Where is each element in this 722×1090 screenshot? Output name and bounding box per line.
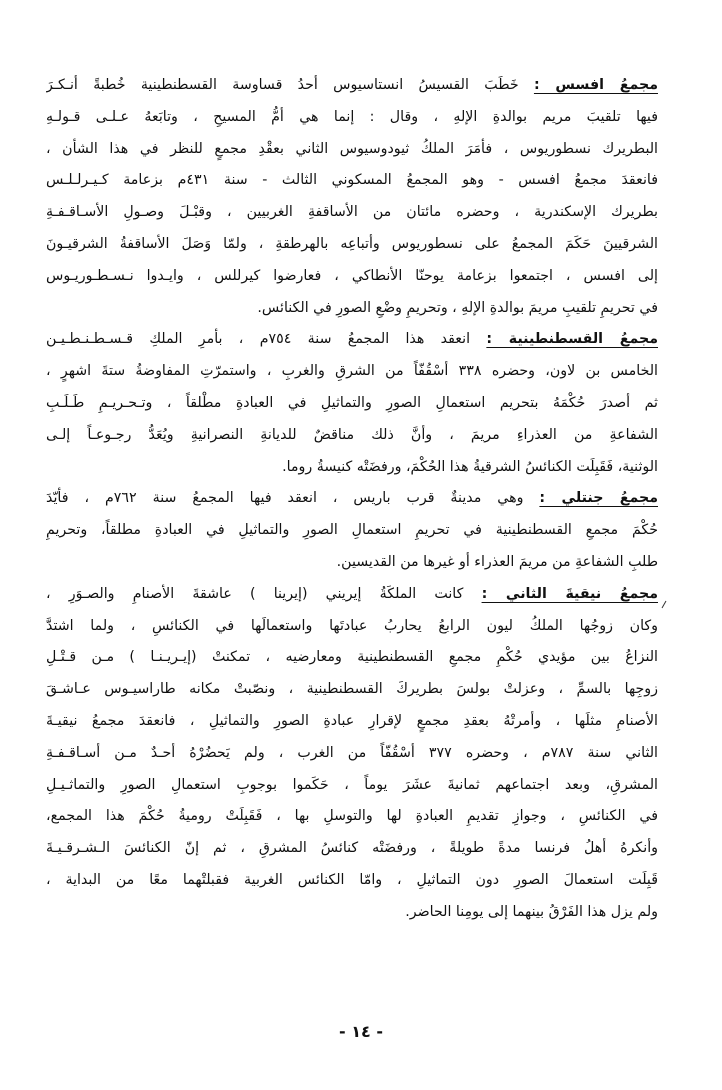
line-text: وهي مدينةٌ قرب باريس ، انعقد فيها المجمعُ سنة ٧٦٢م ، فأيّدَ	[46, 490, 524, 507]
body-text	[46, 70, 658, 929]
line-text: كانت الملكَةُ إيريني (إيرينا ) عاشقةَ الأصنامِ والصـوَرِ ،	[46, 585, 464, 602]
text-line	[46, 70, 658, 102]
text-line: بطريرك الإسكندرية ، وحضره مائتان من الأساقفةِ الغربيين ، وقبْـلَ وصـولِ الأسـاقـفـةِ	[46, 204, 658, 221]
text-line: الشرقيينَ حَكَمَ المجمعُ على نسطوريوس وأتباعِه بالهرطقةِ ، ولمّا وَصَلَ الأساقفةُ الشرقيـونَ	[46, 235, 658, 252]
text-line: الثاني سنة ٧٨٧م ، وحضره ٣٧٧ أسْقُفّاً من الغرب ، ولم يَحضُرْهُ أحـدٌ مـن أسـاقـفـةِ	[46, 744, 658, 761]
text-line: قَبِلَت استعمالَ الصورِ دون التماثيلِ ، وامّا الكنائس الغربية فقبلتْهما معًا من البداية ،	[46, 871, 658, 888]
section-heading-gentilly: مجمعُ جنتلي :	[539, 490, 658, 507]
text-line: طلبِ الشفاعةِ من مريمَ العذراء أو غيرها من القديسين.	[336, 553, 658, 570]
text-line: الخامس بن لاون، وحضره ٣٣٨ أسْقُفّاً من الشرقِ والغربِ ، واستمرّتِ المفاوضةُ ستةَ اشهرٍ ،	[46, 363, 658, 380]
line-text: انعقد هذا المجمعُ سنة ٧٥٤م ، بأمرِ الملكِ قـسـطـنـطـيـن	[46, 331, 471, 348]
section-heading-constantinople: مجمعُ القسطنطينية :	[486, 331, 658, 348]
text-line: ولم يزل هذا الفَرْقُ بينهما إلى يومِنا الحاضر.	[405, 903, 658, 920]
text-line: البطريرك نسطوريوس ، فأمَرَ الملكُ ثيودوسيوس الثاني بعقْدِ مجمعٍ للنظر في هذا الشأن ،	[46, 140, 658, 157]
text-line: وكان زوجُها الملكُ ليون الرابعُ يحاربُ عبادتَها واستعمالَها في الكنائسِ ، ولما اشتدَّ	[46, 617, 658, 634]
text-line: في تحريمِ تلقيبِ مريمَ بوالدةِ الإلهِ ، وتحريمِ وضْعِ الصورِ في الكنائس.	[257, 299, 658, 316]
section-heading-ephesus: مجمعُ افسس :	[533, 77, 658, 93]
text-line: الأصنامِ مثلَها ، وأمرتْهُ بعقدِ مجمعٍ لإقرارِ عبادةِ الصورِ والتماثيلِ ، فانعقدَ مجمعُ نيقيـةَ	[46, 712, 658, 729]
text-line: في الكنائسِ ، وجوازِ تقديمِ العبادةِ لها والتوسلِ بها ، فَقَبِلَتْ روميةُ حُكْمَ هذا المجمع،	[46, 808, 658, 825]
page-number: - ١٤ -	[339, 1022, 383, 1041]
text-line: زوجِها بالسمِّ ، وعزلتْ بولسَ بطريركَ القسطنطينية ، ونصّبتْ مكانه طاراسيـوس عـاشـقَ	[46, 681, 658, 698]
text-line: حُكْمَ مجمعِ القسطنطينية في تحريمِ استعمالِ الصورِ والتماثيلِ في العبادةِ مطلقاً، وتحريمِ	[46, 522, 658, 539]
line-text: خَطَبَ القسيسُ انستاسيوس أحدُ قساوسة القسطنطينية خُطبةً أنـكـرَ	[46, 77, 519, 93]
text-line: إلى افسس ، اجتمعوا بزعامة يوحنّا الأنطاكي ، فعارضوا كيرللس ، وايـدوا نـسـطـوريـوس	[46, 267, 658, 284]
text-line: فيها تلقيبَ مريم بوالدةِ الإلهِ ، وقال : إنما هي أمُّ المسيحِ ، وتابَعهُ عـلـى قـولـهِ	[46, 108, 658, 125]
text-line	[46, 483, 658, 515]
text-line	[46, 324, 658, 356]
text-line: المشرقِ، وبعد اجتماعهم ثمانيةَ عشَرَ يوماً ، حَكَموا بوجوبِ استعمالِ الصورِ والتماثـيـلِ	[46, 776, 658, 793]
text-line: ثم أصدرَ حُكْمَهُ بتحريم استعمالِ الصورِ والتماثيلِ في العبادةِ مطْلقاً ، وتـحـريـمِ طَـلَـبِ	[46, 394, 658, 411]
text-line: الوثنية، فَقَبِلَت الكنائسُ الشرقيةُ هذا الحُكْمَ، ورفضَتْه كنيسةُ روما.	[282, 458, 658, 475]
text-line	[46, 579, 658, 611]
scan-mark	[662, 601, 667, 608]
text-line: النزاعُ بين مؤيدي حُكْمِ مجمعِ القسطنطينية ومعارضيه ، تمكنتْ (إيـريـنـا ) مـن قـتْـلِ	[46, 649, 658, 666]
section-heading-nicaea: مجمعُ نيقيةَ الثاني :	[481, 585, 658, 602]
text-line: وأنكرهُ أهلُ فرنسا مدةً طويلةً ، ورفضَتْه كنائسُ المشرقِ ، ثم إنّ الكنائسَ الـشـرقـيـةَ	[46, 840, 658, 857]
text-line: فانعقدَ مجمعُ افسس - وهو المجمعُ المسكوني الثالث - سنة ٤٣١م بزعامة كـيـرلـلـس	[46, 172, 658, 189]
text-line: الشفاعةِ من العذراءِ مريمَ ، وأنَّ ذلك مناقضٌ للديانةِ النصرانيةِ ويُعَدُّ رجـوعـاً إلـى	[46, 426, 658, 443]
